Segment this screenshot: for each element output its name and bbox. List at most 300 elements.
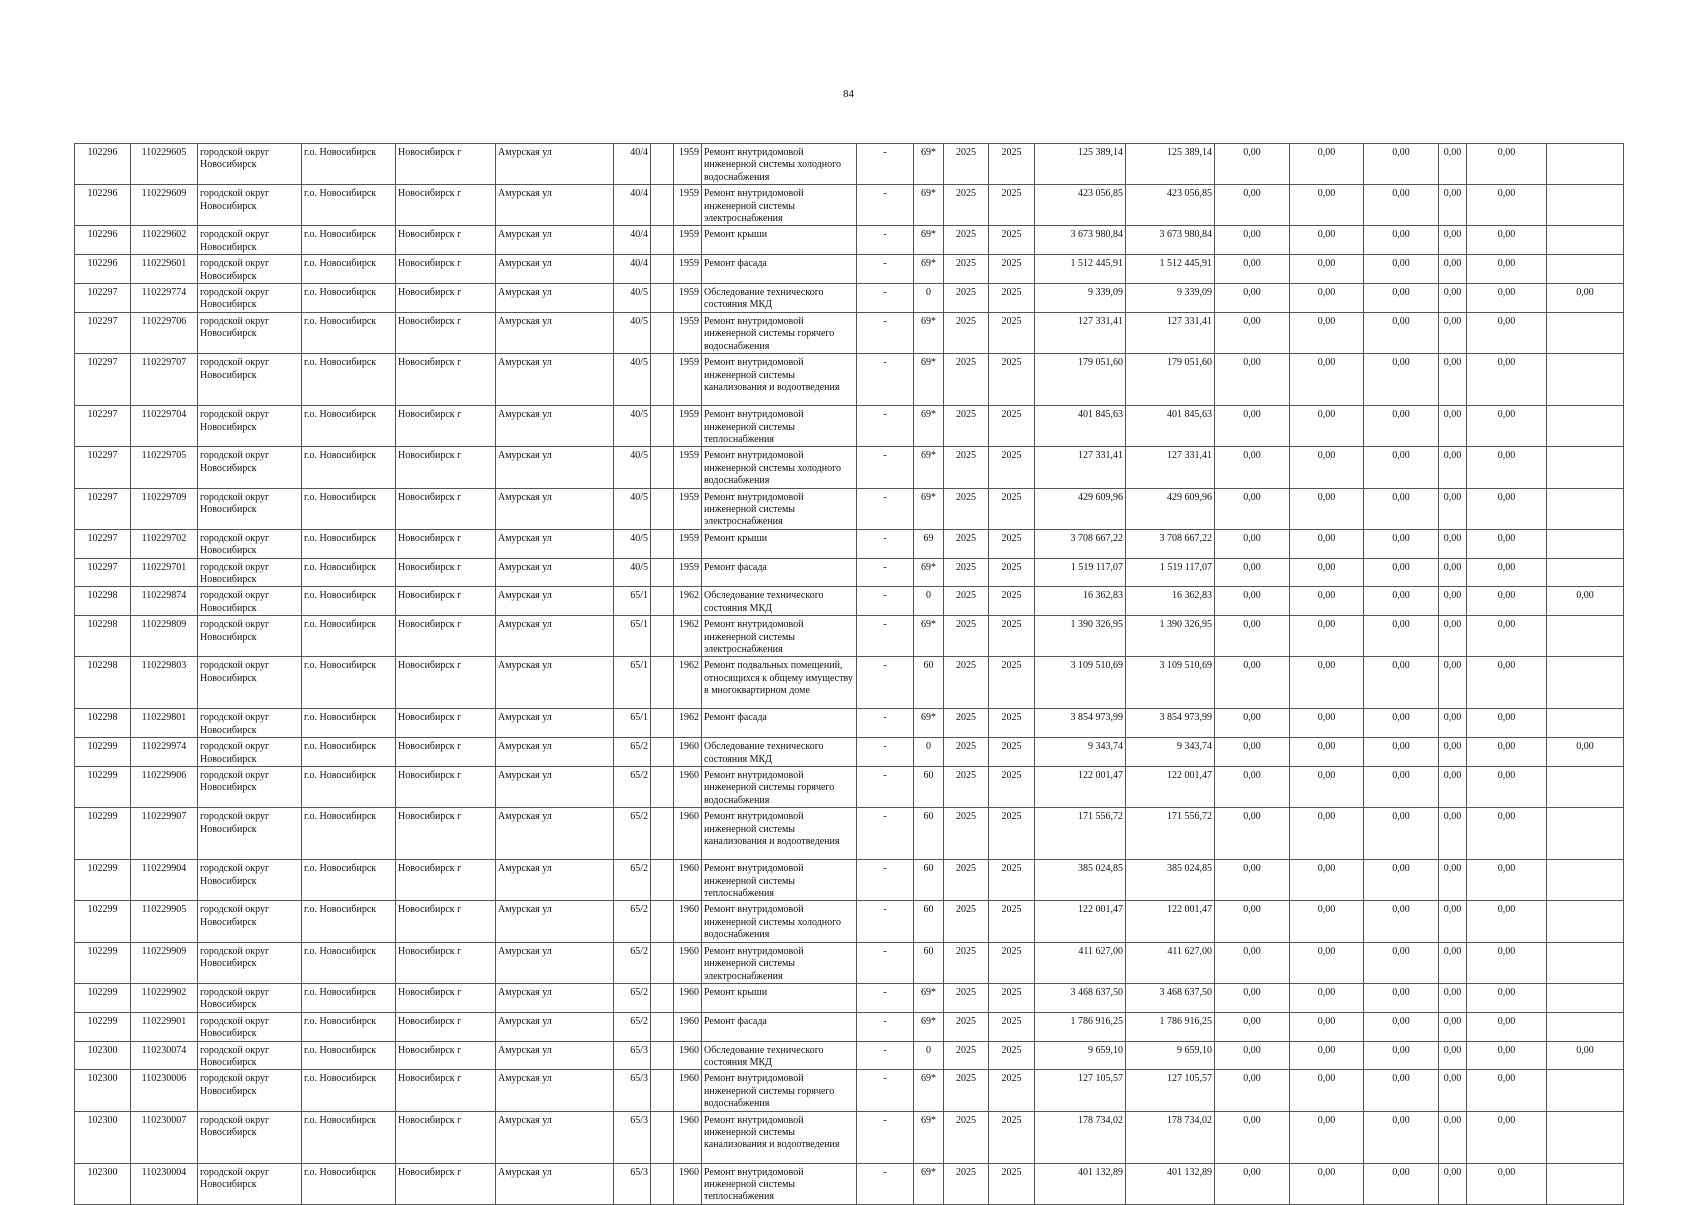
cell-total-cost: 127 331,41 xyxy=(1035,447,1126,488)
cell-locality: Новосибирск г xyxy=(396,406,496,447)
cell-municipality: городской округ Новосибирск xyxy=(198,488,302,529)
cell-work-type: Ремонт внутридомовой инженерной системы горячего водоснабжения xyxy=(702,312,857,353)
cell-building xyxy=(651,144,674,185)
cell-plan-start-year: 2025 xyxy=(944,144,989,185)
cell-cost-local: 0,00 xyxy=(1364,1041,1439,1070)
cell-cost-regional-fund: 1 519 117,07 xyxy=(1126,558,1215,587)
cell-year-built: 1959 xyxy=(674,488,702,529)
cell-street: Амурская ул xyxy=(496,529,614,558)
cell-house-number: 65/2 xyxy=(614,767,651,808)
cell-building xyxy=(651,942,674,983)
cell-plan-end-year: 2025 xyxy=(989,808,1035,860)
cell-municipality: городской округ Новосибирск xyxy=(198,587,302,616)
table-row xyxy=(75,312,1624,353)
table-row xyxy=(75,657,1624,709)
cell-cost-federal: 0,00 xyxy=(1215,488,1290,529)
cell-cost-regional: 0,00 xyxy=(1290,185,1364,226)
cell-cost-owners: 0,00 xyxy=(1439,808,1467,860)
cell-work-type: Ремонт фасада xyxy=(702,558,857,587)
cell-house-number: 65/3 xyxy=(614,1163,651,1204)
cell-cost-regional-fund: 9 339,09 xyxy=(1126,284,1215,313)
cell-district: г.о. Новосибирск xyxy=(302,312,396,353)
cell-plan-start-year: 2025 xyxy=(944,226,989,255)
cell-plan-end-year: 2025 xyxy=(989,529,1035,558)
cell-cost-regional: 0,00 xyxy=(1290,901,1364,942)
cell-house-number: 40/5 xyxy=(614,488,651,529)
cell-cost-local: 0,00 xyxy=(1364,738,1439,767)
cell-municipality: городской округ Новосибирск xyxy=(198,284,302,313)
cell-municipality: городской округ Новосибирск xyxy=(198,354,302,406)
cell-wear-percent: 69* xyxy=(914,1111,944,1163)
cell-plan-end-year: 2025 xyxy=(989,185,1035,226)
cell-house-id: 102298 xyxy=(75,657,131,709)
cell-cost-regional: 0,00 xyxy=(1290,1041,1364,1070)
cell-unit: - xyxy=(857,185,914,226)
cell-cost-extra xyxy=(1547,406,1624,447)
cell-plan-end-year: 2025 xyxy=(989,558,1035,587)
cell-wear-percent: 69* xyxy=(914,983,944,1012)
cell-wear-percent: 60 xyxy=(914,657,944,709)
cell-cost-owners: 0,00 xyxy=(1439,529,1467,558)
cell-total-cost: 3 673 980,84 xyxy=(1035,226,1126,255)
cell-building xyxy=(651,185,674,226)
cell-municipality: городской округ Новосибирск xyxy=(198,1041,302,1070)
cell-cost-other: 0,00 xyxy=(1467,709,1547,738)
cell-cost-regional-fund: 127 331,41 xyxy=(1126,312,1215,353)
cell-house-id: 102297 xyxy=(75,354,131,406)
cell-wear-percent: 60 xyxy=(914,860,944,901)
cell-total-cost: 1 519 117,07 xyxy=(1035,558,1126,587)
cell-locality: Новосибирск г xyxy=(396,447,496,488)
cell-unit: - xyxy=(857,1111,914,1163)
cell-house-number: 65/1 xyxy=(614,587,651,616)
cell-cost-other: 0,00 xyxy=(1467,255,1547,284)
cell-unit: - xyxy=(857,616,914,657)
table-row xyxy=(75,1041,1624,1070)
cell-work-type: Ремонт внутридомовой инженерной системы теплоснабжения xyxy=(702,406,857,447)
cell-cost-owners: 0,00 xyxy=(1439,255,1467,284)
cell-building xyxy=(651,488,674,529)
cell-municipality: городской округ Новосибирск xyxy=(198,657,302,709)
cell-cost-regional: 0,00 xyxy=(1290,1111,1364,1163)
cell-municipality: городской округ Новосибирск xyxy=(198,1163,302,1204)
cell-unit: - xyxy=(857,488,914,529)
cell-cost-local: 0,00 xyxy=(1364,942,1439,983)
cell-house-id: 102300 xyxy=(75,1070,131,1111)
cell-house-number: 65/3 xyxy=(614,1070,651,1111)
cell-total-cost: 429 609,96 xyxy=(1035,488,1126,529)
cell-unit: - xyxy=(857,808,914,860)
cell-house-id: 102299 xyxy=(75,738,131,767)
cell-year-built: 1959 xyxy=(674,255,702,284)
cell-work-id: 110229705 xyxy=(131,447,198,488)
cell-municipality: городской округ Новосибирск xyxy=(198,983,302,1012)
cell-cost-local: 0,00 xyxy=(1364,284,1439,313)
cell-cost-federal: 0,00 xyxy=(1215,942,1290,983)
cell-locality: Новосибирск г xyxy=(396,185,496,226)
cell-unit: - xyxy=(857,226,914,255)
cell-plan-start-year: 2025 xyxy=(944,284,989,313)
cell-cost-regional-fund: 423 056,85 xyxy=(1126,185,1215,226)
cell-street: Амурская ул xyxy=(496,1111,614,1163)
cell-cost-local: 0,00 xyxy=(1364,1111,1439,1163)
cell-work-id: 110229902 xyxy=(131,983,198,1012)
cell-wear-percent: 60 xyxy=(914,767,944,808)
cell-cost-other: 0,00 xyxy=(1467,447,1547,488)
cell-unit: - xyxy=(857,709,914,738)
cell-cost-other: 0,00 xyxy=(1467,226,1547,255)
cell-unit: - xyxy=(857,657,914,709)
cell-cost-extra xyxy=(1547,657,1624,709)
cell-district: г.о. Новосибирск xyxy=(302,354,396,406)
cell-cost-owners: 0,00 xyxy=(1439,406,1467,447)
cell-plan-end-year: 2025 xyxy=(989,447,1035,488)
cell-work-type: Ремонт подвальных помещений, относящихся к общему имуществу в многоквартирном доме xyxy=(702,657,857,709)
cell-plan-end-year: 2025 xyxy=(989,983,1035,1012)
cell-house-number: 40/4 xyxy=(614,255,651,284)
cell-plan-end-year: 2025 xyxy=(989,1012,1035,1041)
table-row xyxy=(75,767,1624,808)
cell-work-id: 110229707 xyxy=(131,354,198,406)
cell-building xyxy=(651,529,674,558)
cell-year-built: 1960 xyxy=(674,738,702,767)
cell-wear-percent: 0 xyxy=(914,1041,944,1070)
cell-house-number: 65/3 xyxy=(614,1041,651,1070)
cell-plan-end-year: 2025 xyxy=(989,488,1035,529)
cell-house-number: 65/2 xyxy=(614,983,651,1012)
cell-cost-federal: 0,00 xyxy=(1215,808,1290,860)
cell-municipality: городской округ Новосибирск xyxy=(198,808,302,860)
cell-plan-end-year: 2025 xyxy=(989,901,1035,942)
cell-municipality: городской округ Новосибирск xyxy=(198,558,302,587)
table-row xyxy=(75,255,1624,284)
cell-cost-regional: 0,00 xyxy=(1290,657,1364,709)
cell-cost-regional: 0,00 xyxy=(1290,767,1364,808)
cell-cost-other: 0,00 xyxy=(1467,488,1547,529)
cell-locality: Новосибирск г xyxy=(396,1070,496,1111)
cell-cost-owners: 0,00 xyxy=(1439,616,1467,657)
cell-plan-end-year: 2025 xyxy=(989,312,1035,353)
cell-house-id: 102299 xyxy=(75,808,131,860)
cell-cost-regional-fund: 9 659,10 xyxy=(1126,1041,1215,1070)
cell-cost-local: 0,00 xyxy=(1364,185,1439,226)
cell-plan-start-year: 2025 xyxy=(944,942,989,983)
cell-district: г.о. Новосибирск xyxy=(302,616,396,657)
cell-total-cost: 122 001,47 xyxy=(1035,901,1126,942)
cell-cost-regional-fund: 127 331,41 xyxy=(1126,447,1215,488)
cell-house-id: 102297 xyxy=(75,312,131,353)
cell-plan-end-year: 2025 xyxy=(989,942,1035,983)
cell-cost-owners: 0,00 xyxy=(1439,709,1467,738)
cell-work-id: 110229601 xyxy=(131,255,198,284)
cell-house-id: 102297 xyxy=(75,488,131,529)
page-number: 84 xyxy=(843,88,854,100)
cell-house-id: 102297 xyxy=(75,447,131,488)
cell-locality: Новосибирск г xyxy=(396,144,496,185)
cell-plan-end-year: 2025 xyxy=(989,406,1035,447)
cell-plan-start-year: 2025 xyxy=(944,529,989,558)
cell-cost-owners: 0,00 xyxy=(1439,1163,1467,1204)
cell-cost-regional: 0,00 xyxy=(1290,1163,1364,1204)
cell-house-number: 40/5 xyxy=(614,406,651,447)
cell-cost-owners: 0,00 xyxy=(1439,447,1467,488)
table-row xyxy=(75,354,1624,406)
cell-wear-percent: 69* xyxy=(914,488,944,529)
cell-total-cost: 16 362,83 xyxy=(1035,587,1126,616)
cell-unit: - xyxy=(857,1012,914,1041)
cell-district: г.о. Новосибирск xyxy=(302,529,396,558)
cell-cost-regional: 0,00 xyxy=(1290,488,1364,529)
cell-cost-regional-fund: 411 627,00 xyxy=(1126,942,1215,983)
cell-cost-extra xyxy=(1547,185,1624,226)
cell-cost-regional-fund: 3 854 973,99 xyxy=(1126,709,1215,738)
cell-total-cost: 385 024,85 xyxy=(1035,860,1126,901)
cell-cost-federal: 0,00 xyxy=(1215,529,1290,558)
cell-locality: Новосибирск г xyxy=(396,587,496,616)
cell-cost-extra xyxy=(1547,808,1624,860)
cell-work-id: 110230007 xyxy=(131,1111,198,1163)
cell-cost-other: 0,00 xyxy=(1467,558,1547,587)
cell-building xyxy=(651,255,674,284)
cell-cost-local: 0,00 xyxy=(1364,587,1439,616)
cell-cost-local: 0,00 xyxy=(1364,406,1439,447)
cell-cost-extra xyxy=(1547,447,1624,488)
cell-district: г.о. Новосибирск xyxy=(302,657,396,709)
cell-municipality: городской округ Новосибирск xyxy=(198,860,302,901)
cell-cost-regional: 0,00 xyxy=(1290,587,1364,616)
cell-street: Амурская ул xyxy=(496,767,614,808)
cell-house-id: 102297 xyxy=(75,284,131,313)
cell-plan-end-year: 2025 xyxy=(989,709,1035,738)
cell-work-type: Ремонт внутридомовой инженерной системы канализования и водоотведения xyxy=(702,808,857,860)
cell-district: г.о. Новосибирск xyxy=(302,709,396,738)
cell-cost-extra xyxy=(1547,488,1624,529)
cell-cost-extra xyxy=(1547,529,1624,558)
cell-year-built: 1959 xyxy=(674,185,702,226)
cell-municipality: городской округ Новосибирск xyxy=(198,312,302,353)
cell-house-number: 40/5 xyxy=(614,447,651,488)
cell-cost-owners: 0,00 xyxy=(1439,767,1467,808)
cell-wear-percent: 69* xyxy=(914,709,944,738)
cell-year-built: 1959 xyxy=(674,529,702,558)
cell-district: г.о. Новосибирск xyxy=(302,587,396,616)
cell-street: Амурская ул xyxy=(496,312,614,353)
cell-district: г.о. Новосибирск xyxy=(302,1041,396,1070)
cell-street: Амурская ул xyxy=(496,406,614,447)
cell-work-type: Ремонт крыши xyxy=(702,529,857,558)
cell-unit: - xyxy=(857,312,914,353)
cell-cost-regional: 0,00 xyxy=(1290,616,1364,657)
cell-locality: Новосибирск г xyxy=(396,255,496,284)
cell-building xyxy=(651,354,674,406)
cell-cost-federal: 0,00 xyxy=(1215,558,1290,587)
cell-cost-other: 0,00 xyxy=(1467,616,1547,657)
cell-wear-percent: 0 xyxy=(914,284,944,313)
cell-work-type: Ремонт крыши xyxy=(702,983,857,1012)
cell-cost-regional: 0,00 xyxy=(1290,942,1364,983)
cell-cost-federal: 0,00 xyxy=(1215,144,1290,185)
cell-wear-percent: 69* xyxy=(914,185,944,226)
cell-district: г.о. Новосибирск xyxy=(302,738,396,767)
cell-locality: Новосибирск г xyxy=(396,738,496,767)
cell-year-built: 1959 xyxy=(674,558,702,587)
cell-district: г.о. Новосибирск xyxy=(302,860,396,901)
cell-plan-start-year: 2025 xyxy=(944,738,989,767)
table-row xyxy=(75,529,1624,558)
cell-municipality: городской округ Новосибирск xyxy=(198,144,302,185)
cell-cost-other: 0,00 xyxy=(1467,354,1547,406)
cell-locality: Новосибирск г xyxy=(396,983,496,1012)
cell-plan-start-year: 2025 xyxy=(944,1041,989,1070)
table-row xyxy=(75,226,1624,255)
cell-municipality: городской округ Новосибирск xyxy=(198,942,302,983)
cell-work-type: Ремонт внутридомовой инженерной системы канализования и водоотведения xyxy=(702,1111,857,1163)
cell-work-type: Обследование технического состояния МКД xyxy=(702,738,857,767)
cell-work-id: 110229803 xyxy=(131,657,198,709)
cell-cost-extra xyxy=(1547,767,1624,808)
cell-house-number: 40/5 xyxy=(614,529,651,558)
cell-plan-start-year: 2025 xyxy=(944,312,989,353)
cell-cost-regional: 0,00 xyxy=(1290,709,1364,738)
cell-work-type: Ремонт фасада xyxy=(702,1012,857,1041)
cell-cost-regional: 0,00 xyxy=(1290,226,1364,255)
cell-cost-extra xyxy=(1547,1163,1624,1204)
cell-district: г.о. Новосибирск xyxy=(302,255,396,284)
cell-year-built: 1960 xyxy=(674,808,702,860)
cell-district: г.о. Новосибирск xyxy=(302,1111,396,1163)
cell-district: г.о. Новосибирск xyxy=(302,1163,396,1204)
cell-wear-percent: 60 xyxy=(914,942,944,983)
cell-wear-percent: 0 xyxy=(914,738,944,767)
cell-wear-percent: 69* xyxy=(914,1012,944,1041)
cell-year-built: 1960 xyxy=(674,1012,702,1041)
cell-cost-federal: 0,00 xyxy=(1215,616,1290,657)
cell-cost-extra xyxy=(1547,709,1624,738)
cell-total-cost: 401 845,63 xyxy=(1035,406,1126,447)
cell-cost-other: 0,00 xyxy=(1467,587,1547,616)
cell-cost-regional: 0,00 xyxy=(1290,983,1364,1012)
cell-house-number: 65/1 xyxy=(614,616,651,657)
cell-total-cost: 9 659,10 xyxy=(1035,1041,1126,1070)
cell-unit: - xyxy=(857,901,914,942)
cell-municipality: городской округ Новосибирск xyxy=(198,1012,302,1041)
cell-district: г.о. Новосибирск xyxy=(302,144,396,185)
table-row xyxy=(75,284,1624,313)
cell-work-type: Ремонт внутридомовой инженерной системы канализования и водоотведения xyxy=(702,354,857,406)
cell-cost-regional-fund: 385 024,85 xyxy=(1126,860,1215,901)
table-row xyxy=(75,1012,1624,1041)
cell-locality: Новосибирск г xyxy=(396,942,496,983)
cell-cost-extra xyxy=(1547,942,1624,983)
cell-cost-federal: 0,00 xyxy=(1215,657,1290,709)
cell-cost-extra: 0,00 xyxy=(1547,587,1624,616)
cell-unit: - xyxy=(857,860,914,901)
cell-wear-percent: 0 xyxy=(914,587,944,616)
cell-wear-percent: 69 xyxy=(914,529,944,558)
cell-cost-regional: 0,00 xyxy=(1290,447,1364,488)
cell-cost-extra xyxy=(1547,983,1624,1012)
cell-cost-regional-fund: 429 609,96 xyxy=(1126,488,1215,529)
cell-district: г.о. Новосибирск xyxy=(302,185,396,226)
cell-work-id: 110229907 xyxy=(131,808,198,860)
cell-plan-end-year: 2025 xyxy=(989,767,1035,808)
cell-cost-regional-fund: 3 673 980,84 xyxy=(1126,226,1215,255)
cell-cost-other: 0,00 xyxy=(1467,901,1547,942)
cell-plan-start-year: 2025 xyxy=(944,983,989,1012)
cell-work-type: Ремонт фасада xyxy=(702,255,857,284)
cell-municipality: городской округ Новосибирск xyxy=(198,1070,302,1111)
cell-cost-owners: 0,00 xyxy=(1439,860,1467,901)
cell-locality: Новосибирск г xyxy=(396,860,496,901)
cell-plan-end-year: 2025 xyxy=(989,226,1035,255)
cell-locality: Новосибирск г xyxy=(396,1012,496,1041)
cell-work-type: Ремонт внутридомовой инженерной системы холодного водоснабжения xyxy=(702,901,857,942)
cell-work-type: Ремонт внутридомовой инженерной системы электроснабжения xyxy=(702,616,857,657)
cell-work-type: Обследование технического состояния МКД xyxy=(702,1041,857,1070)
cell-locality: Новосибирск г xyxy=(396,1111,496,1163)
cell-cost-extra xyxy=(1547,226,1624,255)
cell-cost-local: 0,00 xyxy=(1364,709,1439,738)
cell-house-id: 102300 xyxy=(75,1111,131,1163)
cell-work-id: 110229701 xyxy=(131,558,198,587)
cell-cost-federal: 0,00 xyxy=(1215,406,1290,447)
cell-cost-regional: 0,00 xyxy=(1290,738,1364,767)
cell-work-id: 110229609 xyxy=(131,185,198,226)
cell-plan-end-year: 2025 xyxy=(989,1041,1035,1070)
cell-district: г.о. Новосибирск xyxy=(302,983,396,1012)
cell-house-number: 65/1 xyxy=(614,657,651,709)
cell-plan-start-year: 2025 xyxy=(944,901,989,942)
cell-work-type: Обследование технического состояния МКД xyxy=(702,284,857,313)
cell-year-built: 1960 xyxy=(674,1070,702,1111)
cell-plan-start-year: 2025 xyxy=(944,657,989,709)
cell-locality: Новосибирск г xyxy=(396,354,496,406)
cell-plan-start-year: 2025 xyxy=(944,255,989,284)
cell-work-id: 110229906 xyxy=(131,767,198,808)
cell-work-id: 110229974 xyxy=(131,738,198,767)
cell-year-built: 1959 xyxy=(674,447,702,488)
cell-municipality: городской округ Новосибирск xyxy=(198,767,302,808)
cell-cost-owners: 0,00 xyxy=(1439,185,1467,226)
cell-building xyxy=(651,808,674,860)
cell-street: Амурская ул xyxy=(496,942,614,983)
cell-locality: Новосибирск г xyxy=(396,312,496,353)
cell-cost-regional-fund: 401 132,89 xyxy=(1126,1163,1215,1204)
cell-work-id: 110230074 xyxy=(131,1041,198,1070)
cell-municipality: городской округ Новосибирск xyxy=(198,1111,302,1163)
cell-cost-regional-fund: 3 109 510,69 xyxy=(1126,657,1215,709)
cell-building xyxy=(651,1041,674,1070)
cell-work-id: 110230006 xyxy=(131,1070,198,1111)
cell-work-type: Ремонт внутридомовой инженерной системы холодного водоснабжения xyxy=(702,447,857,488)
cell-cost-extra xyxy=(1547,1111,1624,1163)
cell-street: Амурская ул xyxy=(496,1041,614,1070)
cell-locality: Новосибирск г xyxy=(396,529,496,558)
cell-work-id: 110229901 xyxy=(131,1012,198,1041)
cell-cost-regional-fund: 127 105,57 xyxy=(1126,1070,1215,1111)
cell-cost-federal: 0,00 xyxy=(1215,226,1290,255)
cell-municipality: городской округ Новосибирск xyxy=(198,529,302,558)
cell-municipality: городской округ Новосибирск xyxy=(198,255,302,284)
cell-cost-federal: 0,00 xyxy=(1215,901,1290,942)
cell-house-id: 102299 xyxy=(75,767,131,808)
cell-cost-extra: 0,00 xyxy=(1547,284,1624,313)
table-body xyxy=(75,144,1624,1205)
cell-cost-owners: 0,00 xyxy=(1439,1111,1467,1163)
cell-cost-owners: 0,00 xyxy=(1439,1041,1467,1070)
cell-house-number: 40/5 xyxy=(614,284,651,313)
cell-house-number: 65/2 xyxy=(614,808,651,860)
